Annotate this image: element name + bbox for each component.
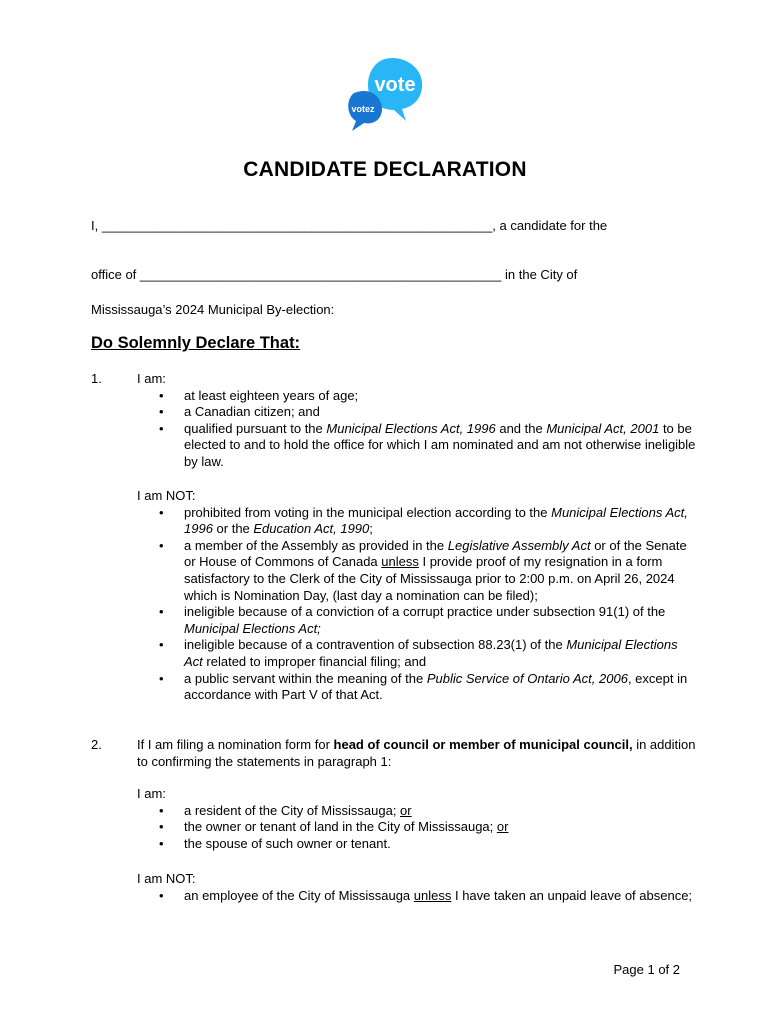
list-item: • a public servant within the meaning of the Public Service of Ontario Act, 2006, except in accordance with Part V of that Act. bbox=[137, 671, 697, 704]
list-item: • the owner or tenant of land in the City of Mississauga; or bbox=[137, 819, 697, 836]
intro-line-2: office of __________________________________________________ in the City of bbox=[91, 267, 578, 282]
section-1-am bbox=[137, 371, 697, 471]
logo-text-large: vote bbox=[374, 74, 416, 96]
section-2-number: 2. bbox=[91, 737, 102, 752]
page-title: CANDIDATE DECLARATION bbox=[243, 158, 527, 181]
list-item: • prohibited from voting in the municipal election according to the Municipal Elections Act, 1996 or the Education Act, 1990; bbox=[137, 505, 697, 538]
list-item: • ineligible because of a contravention of subsection 88.23(1) of the Municipal Elections Act related to improper financial filing; and bbox=[137, 637, 697, 670]
list-item: • a Canadian citizen; and bbox=[137, 404, 697, 421]
intro-line-3: Mississauga’s 2024 Municipal By-election: bbox=[91, 302, 335, 317]
section-heading: Do Solemnly Declare That: bbox=[91, 334, 301, 352]
section-1-number: 1. bbox=[91, 371, 102, 386]
i-am-label: I am: bbox=[137, 786, 166, 801]
list-item: • a resident of the City of Mississauga; or bbox=[137, 803, 697, 820]
page-number: Page 1 of 2 bbox=[613, 962, 680, 977]
section-2-am-not bbox=[137, 871, 697, 904]
section-2-am bbox=[137, 786, 697, 852]
list-item: • at least eighteen years of age; bbox=[137, 388, 697, 405]
section-1-am-not bbox=[137, 488, 697, 704]
section-2-paragraph: If I am filing a nomination form for head of council or member of municipal council, in addition to confirming the statements in paragraph 1: bbox=[137, 737, 696, 769]
i-am-not-label: I am NOT: bbox=[137, 871, 196, 886]
logo-text-small: votez bbox=[351, 104, 375, 114]
list-item: • ineligible because of a conviction of a corrupt practice under subsection 91(1) of the Municipal Elections Act; bbox=[137, 604, 697, 637]
list-item: • a member of the Assembly as provided in the Legislative Assembly Act or of the Senate or House of Commons of Canada unless I provide proof of my resignation in a form satisfactory to the Clerk of the City of Mississauga prior to 2:00 p.m. on April 26, 2024 which is Nomination Day, (last day a nomination can be filed); bbox=[137, 538, 697, 604]
list-item: • qualified pursuant to the Municipal Elections Act, 1996 and the Municipal Act, 2001 to be elected to and to hold the office for which I am nominated and am not otherwise ineligible by law. bbox=[137, 421, 697, 471]
vote-logo bbox=[344, 55, 426, 135]
list-item: • the spouse of such owner or tenant. bbox=[137, 836, 697, 853]
intro-line-1: I, ______________________________________________________, a candidate for the bbox=[91, 218, 608, 233]
i-am-label: I am: bbox=[137, 371, 166, 386]
i-am-not-label: I am NOT: bbox=[137, 488, 196, 503]
list-item: • an employee of the City of Mississauga unless I have taken an unpaid leave of absence; bbox=[137, 888, 697, 905]
